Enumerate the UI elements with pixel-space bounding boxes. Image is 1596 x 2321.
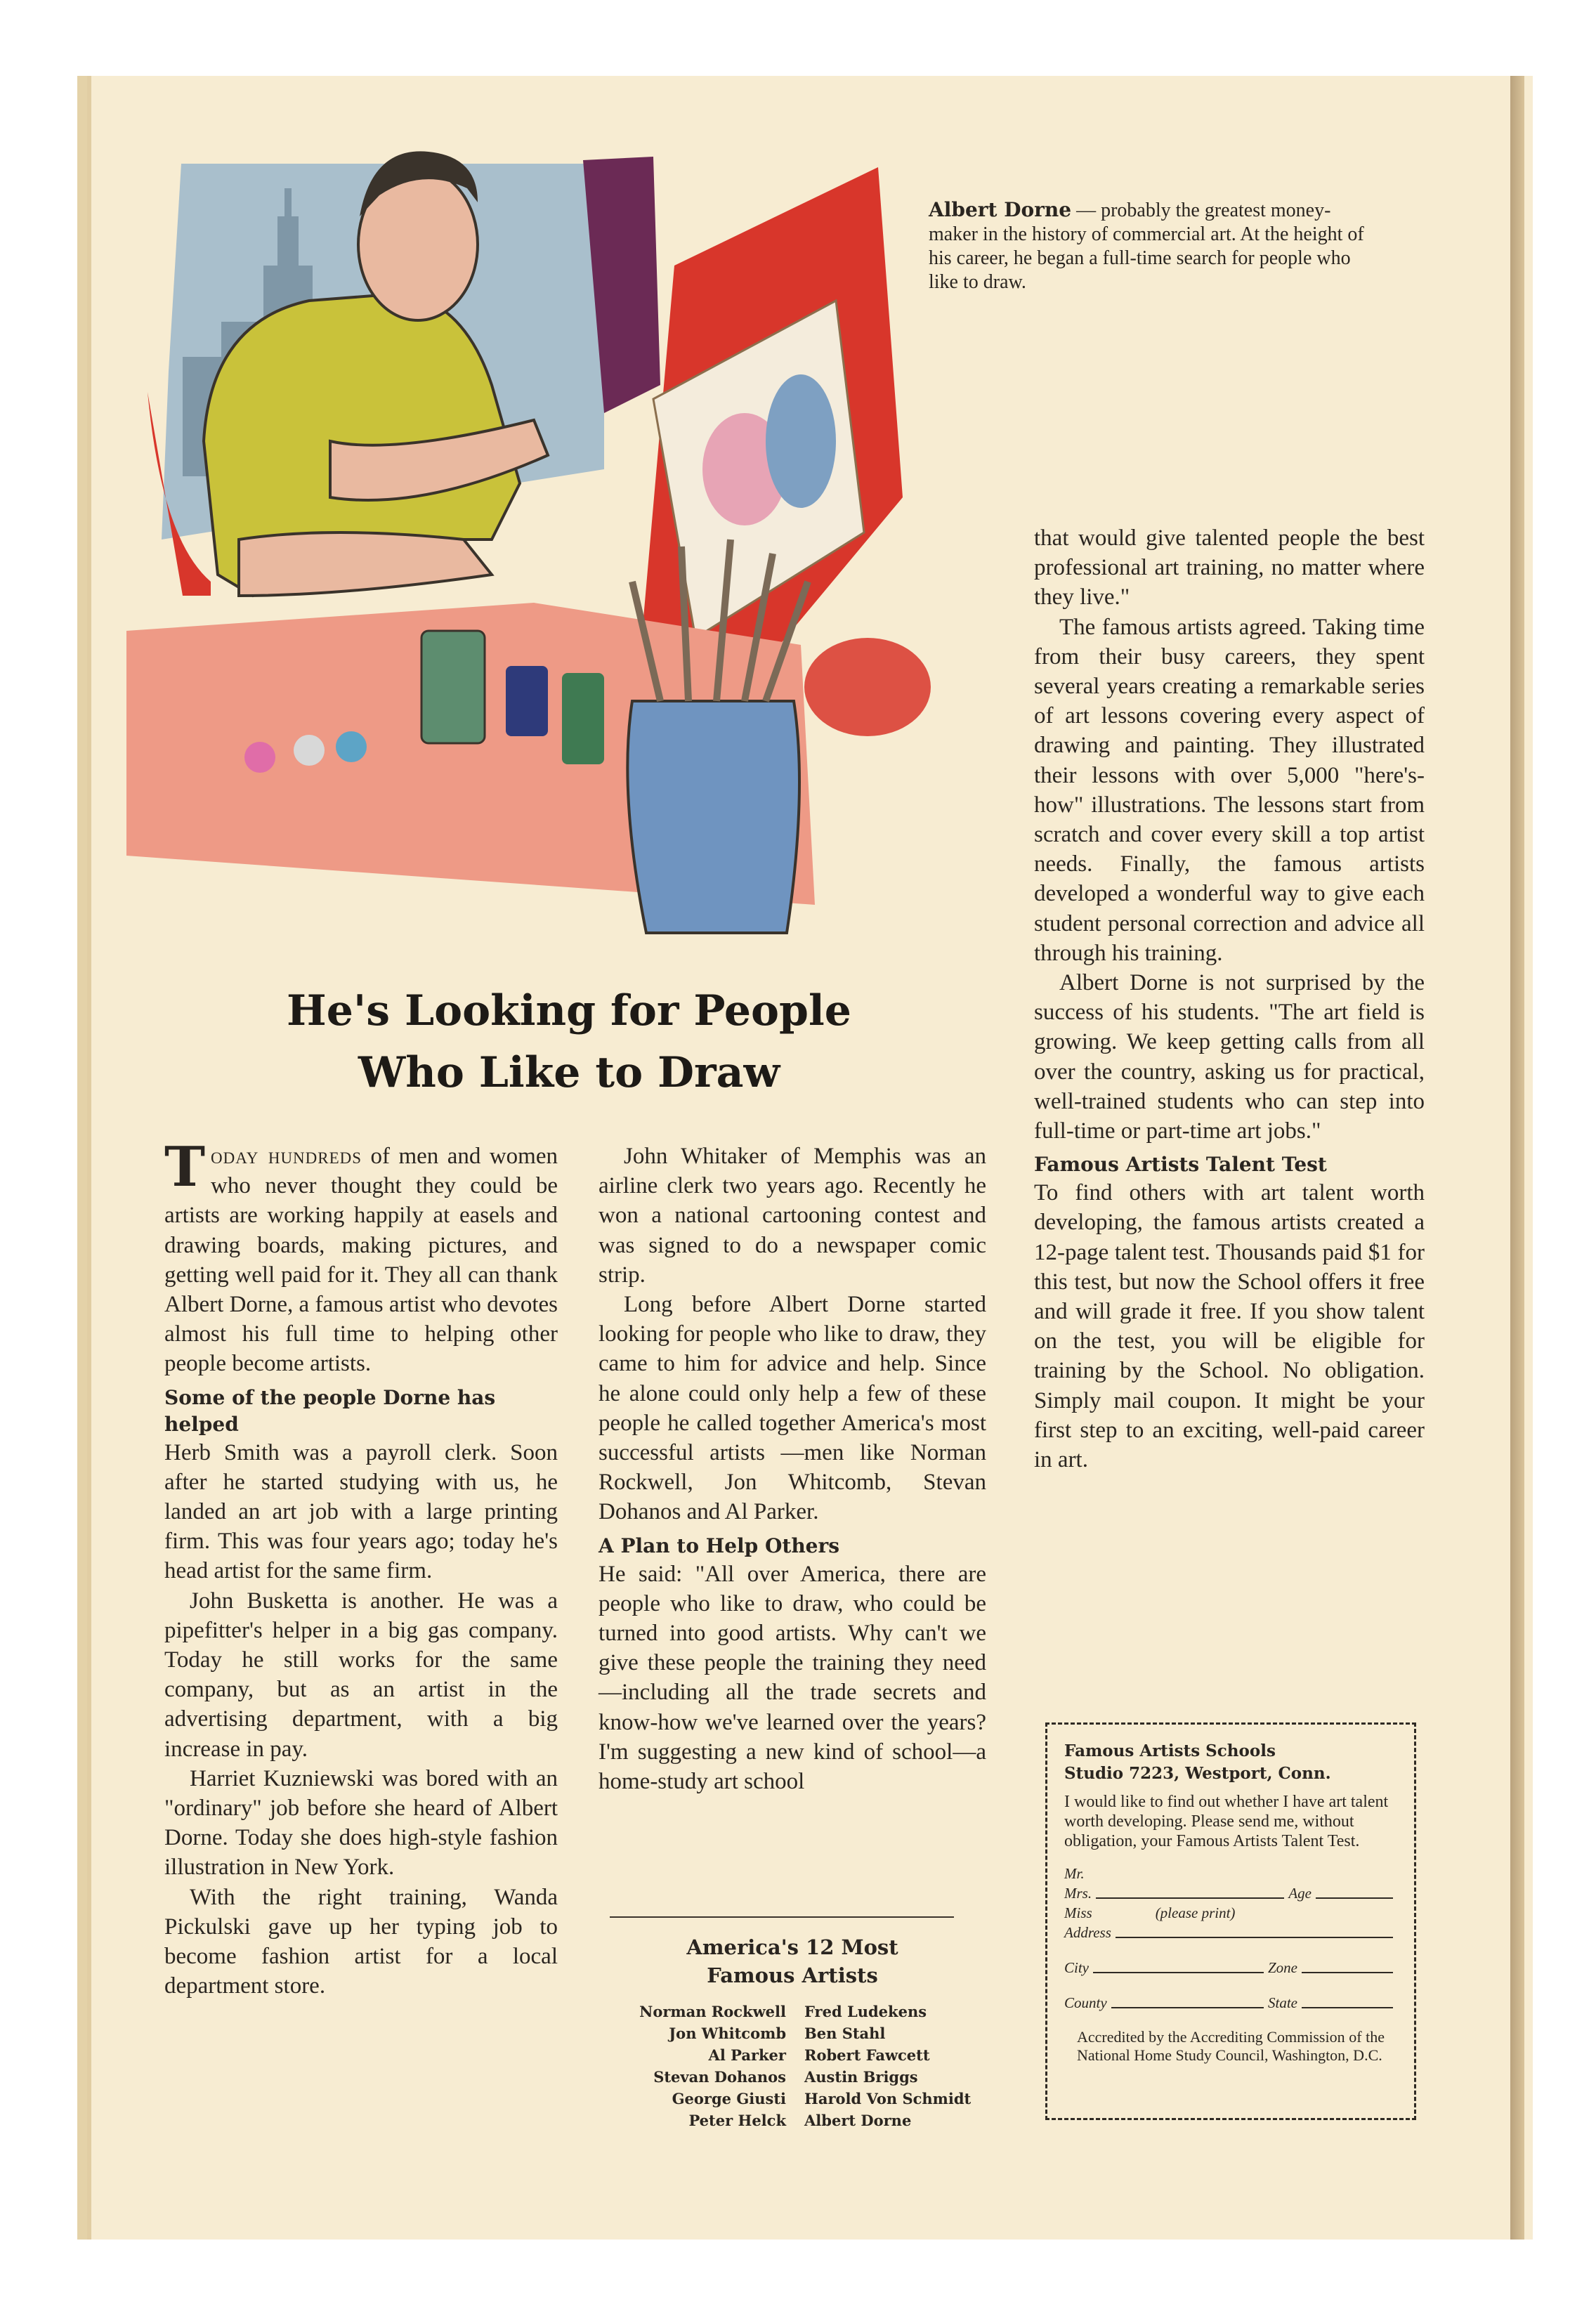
- brush-jar: [627, 701, 799, 933]
- illustration-caption: [929, 198, 1378, 294]
- artist-name: Norman Rockwell: [639, 2003, 786, 2020]
- coupon-zone-label: Zone: [1268, 1959, 1297, 1976]
- dancer-figure-blue: [766, 374, 836, 508]
- paragraph-continued: that would give talented people the best professional art training, no matter where they live.": [1034, 525, 1425, 610]
- paragraph-herb-smith: Herb Smith was a payroll clerk. Soon after he started studying with us, he landed an art job with a large printing firm. This was four years ago; today he's head artist for the same firm.: [164, 1439, 558, 1584]
- artist-name: Jon Whitcomb: [669, 2025, 786, 2042]
- paragraph-harriet-kuzniewski: Harriet Kuzniewski was bored with an "ordinary" job before she heard of Albert Dorne. Today she does high-style fashion illustration in New York.: [164, 1765, 558, 1881]
- coupon-city-zone-field[interactable]: [1064, 1958, 1397, 1977]
- coupon-address-line[interactable]: [1116, 1936, 1393, 1938]
- coupon-name-age-field[interactable]: [1064, 1883, 1397, 1903]
- artist-name: Austin Briggs: [804, 2068, 918, 2086]
- water-bowl: [804, 638, 931, 736]
- coupon-city-line[interactable]: [1093, 1971, 1264, 1973]
- coupon-mrs-label: Mrs.: [1064, 1885, 1092, 1902]
- coupon-school-name: Famous Artists Schools: [1064, 1741, 1276, 1760]
- intro-paragraph: [164, 1135, 558, 1379]
- section-heading-plan: A Plan to Help Others: [598, 1534, 840, 1557]
- coupon-request-text: I would like to find out whether I have art talent worth developing. Please send me, without obligation, your Famous Artists Talent Test.: [1064, 1793, 1389, 1850]
- coupon-school-address: Studio 7223, Westport, Conn.: [1064, 1764, 1331, 1783]
- artists-list-title: [598, 1933, 986, 1989]
- article-column-3: [1034, 523, 1425, 1475]
- coupon-zone-line[interactable]: [1302, 1971, 1393, 1973]
- intro-text: of men and women who never thought they could be artists are working happily at easels and drawing boards, making pictures, and getting well paid for it. They all can thank Albert Dorne, a famous artist who devotes almost his full time to helping other people become artists.: [164, 1144, 558, 1377]
- paragraph-he-said: He said: "All over America, there are people who like to draw, who could be turned into good artists. Why can't we give these people the training they need—including all the trade secrets and know-how we've learned over the years? I'm suggesting a new kind of school—a home-study art school: [598, 1561, 986, 1795]
- artist-name: George Giusti: [672, 2090, 786, 2107]
- coupon-county-label: County: [1064, 1994, 1107, 2011]
- artists-title-line-2: Famous Artists: [707, 1963, 878, 1987]
- caption-text: — probably the greatest money-maker in the history of commercial art. At the height of his career, he began a full-time search for people who like to draw.: [929, 200, 1364, 293]
- page-edge: [1510, 76, 1524, 2240]
- coupon-name-line[interactable]: [1096, 1897, 1284, 1899]
- section-heading-talent-test: Famous Artists Talent Test: [1034, 1153, 1327, 1177]
- artist-name: Ben Stahl: [804, 2025, 886, 2042]
- coupon-city-label: City: [1064, 1959, 1089, 1976]
- artists-list: [591, 2001, 999, 2131]
- artists-divider: [610, 1916, 954, 1918]
- man-arm-lower: [239, 532, 492, 596]
- coupon-address-field[interactable]: [1064, 1923, 1397, 1942]
- coupon-please-print: (please print): [1155, 1904, 1236, 1921]
- article-column-1: [164, 1135, 558, 2001]
- coupon-county-line[interactable]: [1111, 2006, 1264, 2008]
- artist-name: Peter Helck: [688, 2112, 786, 2129]
- coupon-age-label: Age: [1288, 1885, 1312, 1902]
- caption-name: Albert Dorne: [929, 198, 1072, 221]
- paragraph-long-before: Long before Albert Dorne started looking for people who like to draw, they came to him for advice and help. Since he alone could only help a few of these people he called together America's most successful artists —men like Norman Rockwell, Jon Whitcomb, Stevan Dohanos and Al Parker.: [598, 1292, 986, 1525]
- article-column-2: [598, 1142, 986, 1796]
- albert-dorne-illustration: [98, 90, 998, 962]
- coupon-accreditation: Accredited by the Accrediting Commission of the National Home Study Council, Washington, D.C.: [1077, 2028, 1385, 2064]
- artist-name: Al Parker: [708, 2046, 786, 2064]
- coupon-miss-row: [1064, 1903, 1397, 1923]
- paragraph-john-busketta: John Busketta is another. He was a pipefitter's helper in a big gas company. Today he still works for the same company, but as an artist in the advertising department, with a big increase in pay.: [164, 1588, 558, 1762]
- mail-coupon[interactable]: [1045, 1722, 1416, 2120]
- coupon-address-label: Address: [1064, 1924, 1111, 1941]
- paragraph-not-surprised: Albert Dorne is not surprised by the success of his students. "The art field is growing. We keep getting calls from all over the country, asking us for practical, well-trained students who can step into full-time or part-time art jobs.": [1034, 970, 1425, 1144]
- artists-title-line-1: America's 12 Most: [686, 1935, 898, 1959]
- artist-name: Harold Von Schmidt: [804, 2090, 972, 2107]
- coupon-title-field[interactable]: [1064, 1864, 1397, 1883]
- paragraph-artists-agreed: The famous artists agreed. Taking time from their busy careers, they spent several years creating a remarkable series of art lessons covering every aspect of drawing and painting. They illustrated their lessons with over 5,000 "here's-how" illustrations. The lessons start from scratch and cover every skill a top artist needs. Finally, the famous artists developed a wonderful way to give each student personal correction and advice all through his training.: [1034, 614, 1425, 966]
- headline-line-2: Who Like to Draw: [358, 1048, 780, 1097]
- artist-name: Robert Fawcett: [804, 2046, 930, 2064]
- coupon-state-line[interactable]: [1302, 2006, 1393, 2008]
- headline-line-1: He's Looking for People: [287, 986, 851, 1035]
- drop-cap: T: [164, 1135, 206, 1199]
- coupon-county-state-field[interactable]: [1064, 1993, 1397, 2013]
- artist-name: Fred Ludekens: [804, 2003, 927, 2020]
- artist-name: Albert Dorne: [804, 2112, 912, 2129]
- paragraph-talent-test: To find others with art talent worth developing, the famous artists created a 12-page talent test. Thousands paid $1 for this test, but now the School offers it free and will grade it free. If you show talent on the test, you will be eligible for training by the School. No obligation. Simply mail coupon. It might be your first step to an exciting, well-paid career in art.: [1034, 1180, 1425, 1473]
- artist-name: Stevan Dohanos: [653, 2068, 786, 2086]
- coupon-state-label: State: [1268, 1994, 1297, 2011]
- coupon-miss-label: Miss: [1064, 1904, 1092, 1921]
- paragraph-john-whitaker: John Whitaker of Memphis was an airline clerk two years ago. Recently he won a national cartooning contest and was signed to do a newspaper comic strip.: [598, 1144, 986, 1288]
- intro-smallcaps: oday hundreds: [211, 1144, 362, 1169]
- paragraph-wanda-pickulski: With the right training, Wanda Pickulski gave up her typing job to become fashion artist for a local department store.: [164, 1884, 558, 1999]
- section-heading-helped: Some of the people Dorne has helped: [164, 1385, 496, 1436]
- coupon-age-line[interactable]: [1316, 1897, 1393, 1899]
- headline: [155, 980, 983, 1104]
- coupon-mr-label: Mr.: [1064, 1865, 1085, 1882]
